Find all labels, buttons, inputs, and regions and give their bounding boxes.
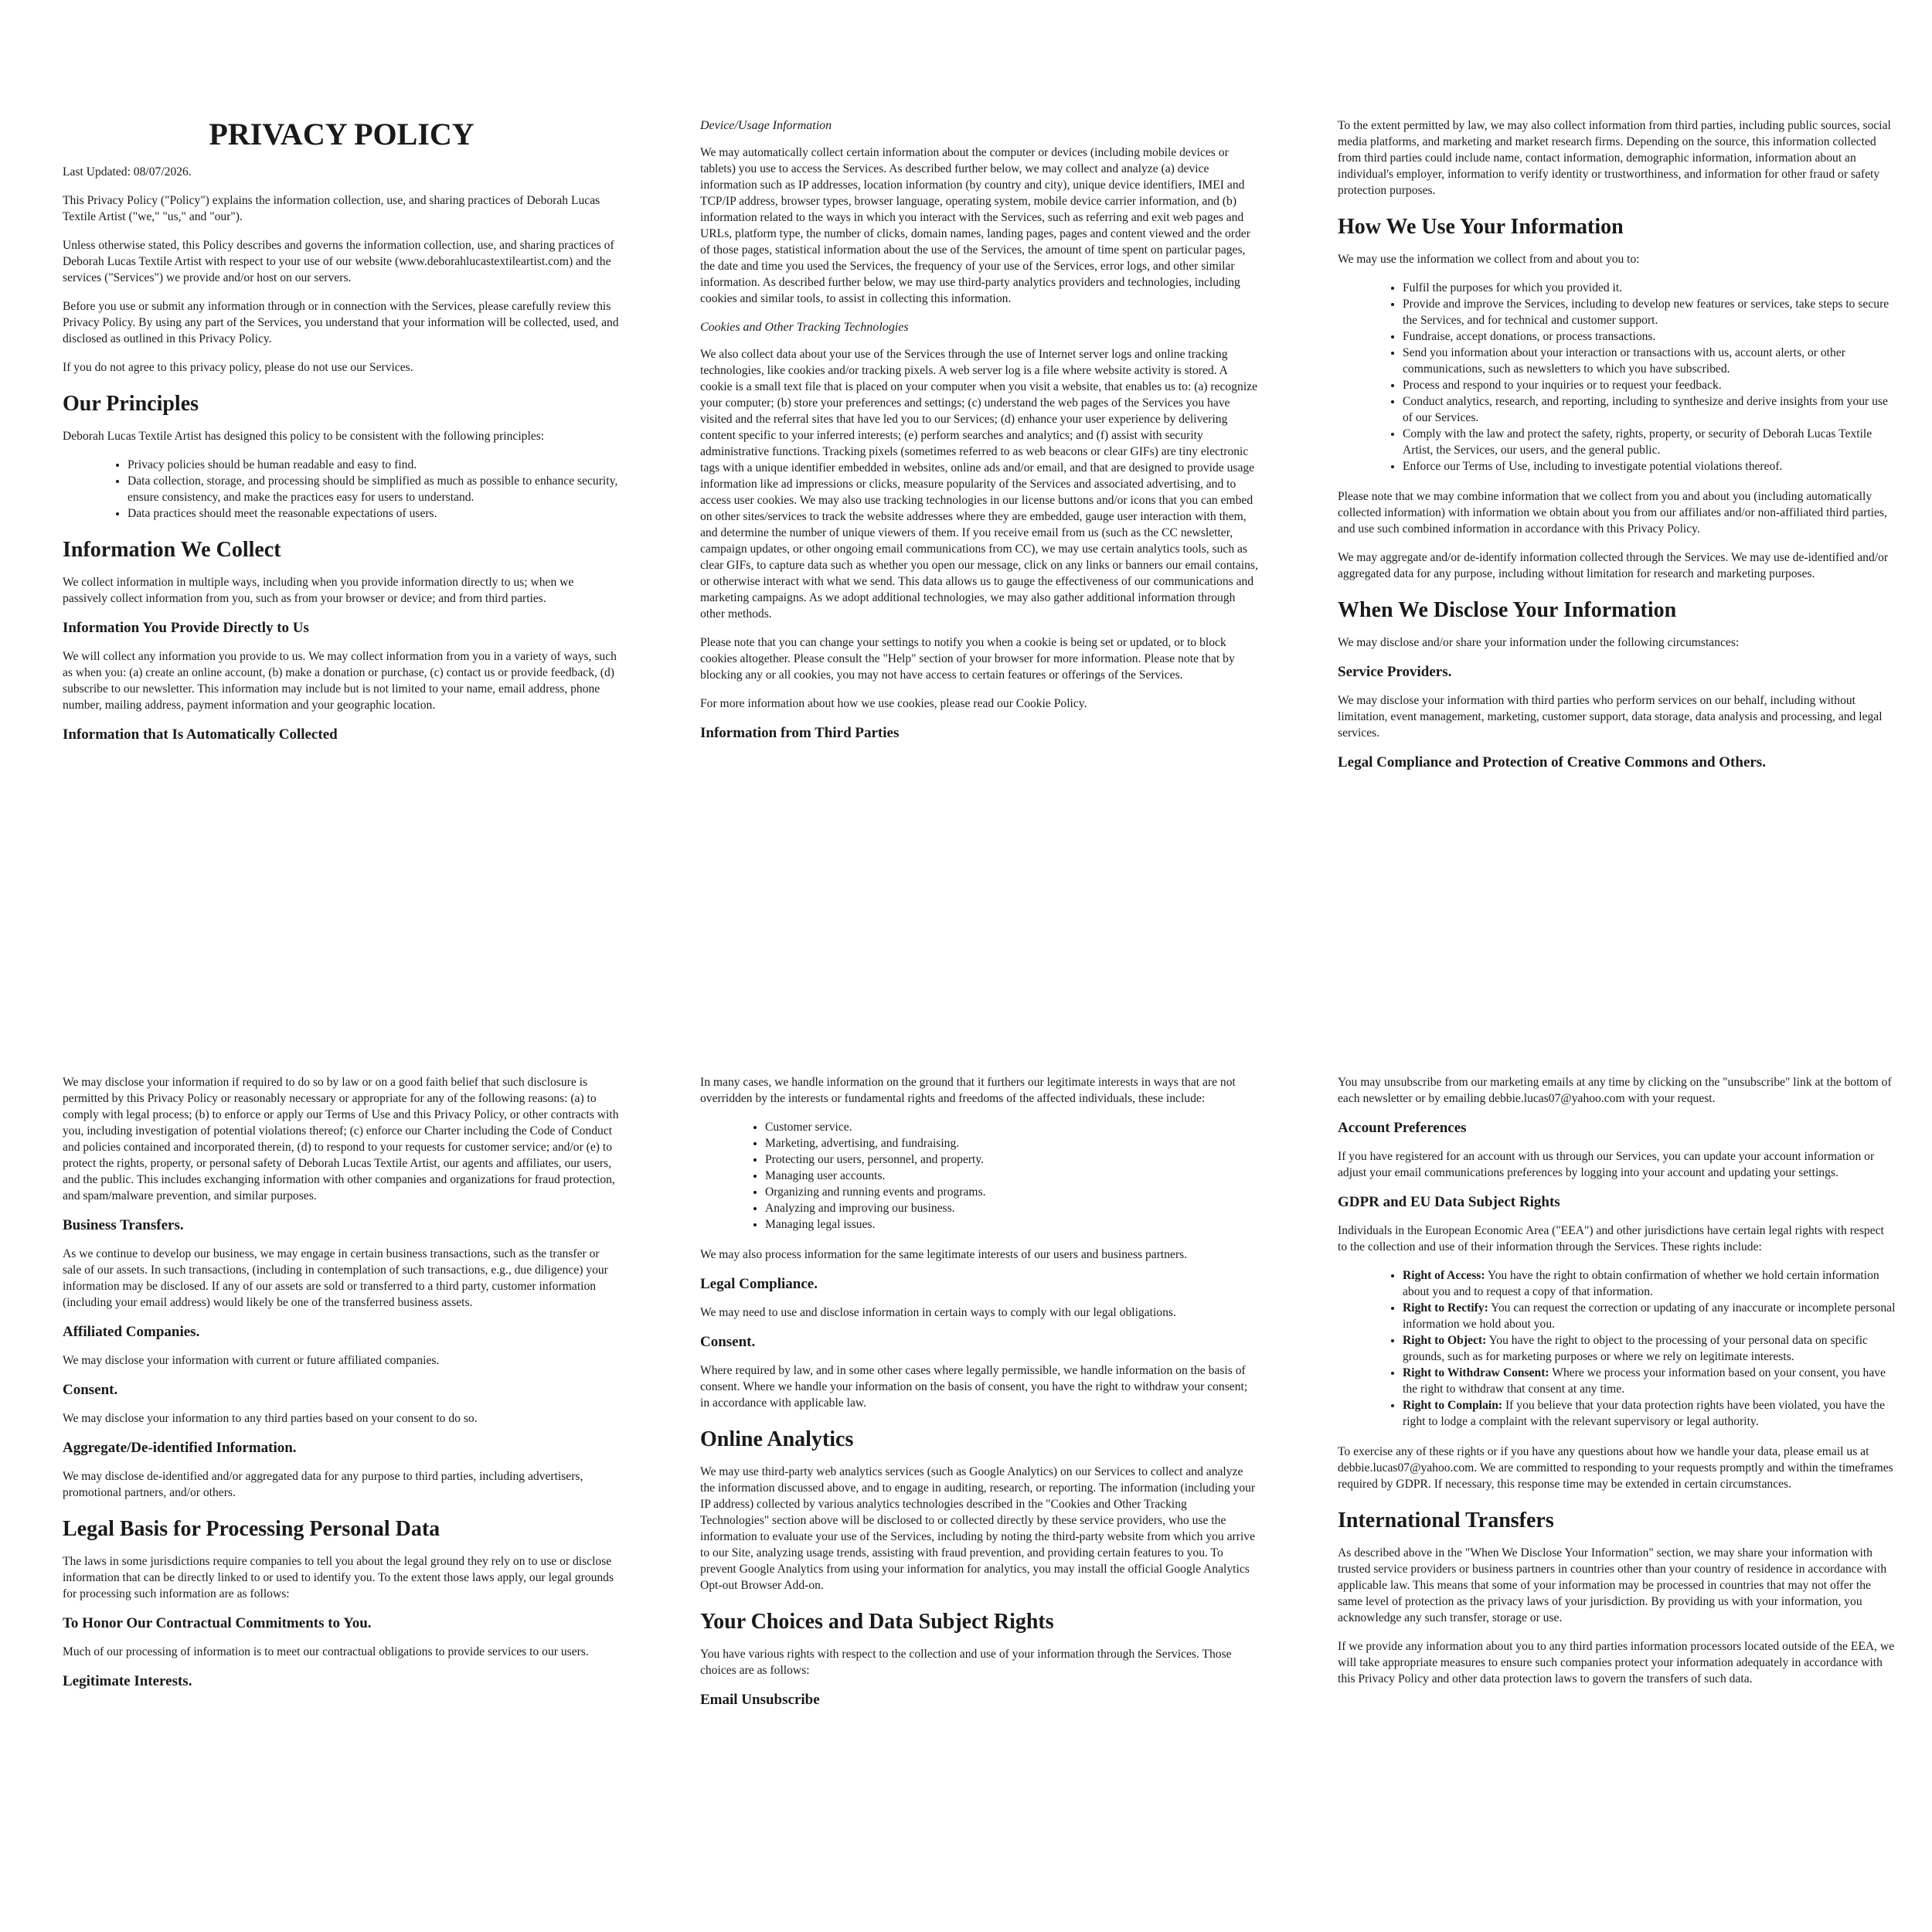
subheading-business: Business Transfers. [63,1217,184,1233]
right-label: Right to Withdraw Consent: [1403,1366,1549,1379]
disclose-intro: We may disclose and/or share your information under the following circumstances: [1338,636,1740,649]
page-6 [1338,1074,1896,1699]
subheading-compliance: Legal Compliance. [700,1276,818,1292]
list-item [1403,1365,1896,1397]
list-item: • Managing user accounts. [765,1168,1258,1184]
page-3 [1338,117,1896,783]
subheading-legal: Legal Compliance and Protection of Creative Commons and Others. [1338,754,1766,770]
intro-paragraph: If you do not agree to this privacy policy, please do not use our Services. [63,361,413,374]
consent-paragraph: We may disclose your information to any third parties based on your consent to do so. [63,1412,478,1425]
direct-paragraph: We will collect any information you provide to us. We may collect information from you in a variety of ways, such as when you: (a) create an online account, (b) make a donation or purchase, (c) contact us or provide feedback, (d) subscribe to our newsletter. This information may include but is not limited to your name, email address, phone number, mailing address, payment information and your geographic location. [63,650,617,712]
subheading-third-parties: Information from Third Parties [700,725,900,741]
affiliated-paragraph: We may disclose your information with current or future affiliated companies. [63,1354,440,1367]
subheading-unsubscribe: Email Unsubscribe [700,1692,820,1708]
section-heading-legal-basis: Legal Basis for Processing Personal Data [63,1517,440,1541]
list-item [1403,1332,1896,1365]
rights-list [1338,1267,1896,1430]
intro-paragraph: Before you use or submit any information through or in connection with the Services, please carefully review this Privacy Policy. By using any part of the Services, you understand that your information will be collected, used, and disclosed as outlined in this Privacy Policy. [63,300,619,345]
collect-intro: We collect information in multiple ways, including when you provide information directly to us; when we passively collect information from you, such as from your browser or device; and from third parties. [63,576,574,605]
page-4 [63,1074,621,1702]
subheading-consent: Consent. [700,1334,756,1350]
right-text: Where we process your information based on your consent, you have the right to withdraw that consent at any time. [1403,1366,1886,1396]
list-item: • Organizing and running events and programs. [765,1184,1258,1200]
section-heading-analytics: Online Analytics [700,1427,854,1451]
use-list [1338,280,1896,474]
unsubscribe-paragraph: You may unsubscribe from our marketing emails at any time by clicking on the "unsubscribe" link at the bottom of each newsletter or by emailing debbie.lucas07@yahoo.com with your request. [1338,1076,1892,1105]
legitimate-more-paragraph: We may also process information for the same legitimate interests of our users and business partners. [700,1248,1188,1261]
subheading-auto: Information that Is Automatically Collected [63,726,338,743]
subheading-affiliated: Affiliated Companies. [63,1324,200,1340]
analytics-paragraph: We may use third-party web analytics services (such as Google Analytics) on our Services to collect and analyze the information discussed above, and to engage in auditing, research, or reporting. The information (including your IP address) collected by various analytics technologies described in the "Cookies and Other Tracking Technologies" section above will be disclosed to or collected directly by these service providers, who use the information to evaluate your use of the Services, including by noting the third-party website from which you arrive to our Site, analyzing usage trends, assisting with fraud prevention, and providing certain features to you. To prevent Google Analytics from using your information for analytics, you may install the official Google Analytics Opt-out Browser Add-on. [700,1465,1256,1592]
list-item: • Analyzing and improving our business. [765,1200,1258,1216]
list-item: • Send you information about your interaction or transactions with us, account alerts, or other communications, such as newsletters to which you have subscribed. [1403,345,1896,377]
gdpr-paragraph: Individuals in the European Economic Area ("EEA") and other jurisdictions have certain legal rights with respect to the collection and use of their information through the Services. These rights include: [1338,1224,1884,1253]
section-heading-principles: Our Principles [63,392,199,416]
cookies-more-paragraph: For more information about how we use cookies, please read our Cookie Policy. [700,697,1087,710]
right-label: Right to Object: [1403,1334,1487,1347]
list-item: • Process and respond to your inquiries or to request your feedback. [1403,377,1896,393]
subheading-account: Account Preferences [1338,1120,1467,1136]
legal-paragraph: We may disclose your information if required to do so by law or on a good faith belief that such disclosure is permitted by this Privacy Policy or reasonably necessary or appropriate for any of the following reasons: (a) to comply with legal process; (b) to enforce or apply our Terms of Use and this Privacy Policy, or other contracts with you, including investigation of potential violations thereof; (c) enforce our Charter including the Code of Conduct and policies contained and incorporated therein, (d) to respond to your requests for customer service; and/or (e) to protect the rights, property, or personal safety of Deborah Lucas Textile Artist, our agents and affiliates, our users, and the public. This includes exchanging information with other companies and organizations for fraud protection, and spam/malware prevention, and similar purposes. [63,1076,619,1202]
aggregate-paragraph: We may disclose de-identified and/or aggregated data for any purpose to third parties, including advertisers, promotional partners, and/or others. [63,1470,583,1499]
consent-paragraph: Where required by law, and in some other cases where legally permissible, we handle information on the basis of consent. Where we handle your information on the basis of consent, you have the right to withdraw your consent; in accordance with applicable law. [700,1364,1248,1410]
list-item: • Conduct analytics, research, and reporting, including to synthesize and derive insights from your use of our Services. [1403,393,1896,426]
subheading-gdpr: GDPR and EU Data Subject Rights [1338,1194,1560,1210]
right-label: Right to Complain: [1403,1399,1503,1412]
subheading-providers: Service Providers. [1338,664,1452,680]
right-label: Right of Access: [1403,1269,1485,1282]
policy-title: PRIVACY POLICY [209,117,474,151]
compliance-paragraph: We may need to use and disclose information in certain ways to comply with our legal obligations. [700,1306,1176,1319]
page-2 [700,117,1258,753]
business-paragraph: As we continue to develop our business, we may engage in certain business transactions, such as the transfer or sale of our assets. In such transactions, (including in contemplation of such transactions, e.g., due diligence) your information may be disclosed. If any of our assets are sold or transferred to a third party, customer information (including your email address) would likely be one of the transferred business assets. [63,1247,608,1309]
device-paragraph: We may automatically collect certain information about the computer or devices (including mobile devices or tablets) you use to access the Services. As described further below, we may collect and analyze (a) device information such as IP addresses, location information (by country and city), unique device identifiers, IMEI and TCP/IP address, browser types, browser language, operating system, mobile device carrier information, and (b) information related to the ways in which you interact with the Services, such as referring and exit web pages and URLs, platform type, the number of clicks, domain names, landing pages, pages and content viewed and the order of those pages, statistical information about the use of the Services, the amount of time spent on particular pages, the date and time you used the Services, the frequency of your use of the Services, error logs, and other similar information. As described further below, we may use third-party analytics providers and technologies, including cookies and similar tools, to assist in collecting this information. [700,146,1250,305]
section-heading-use: How We Use Your Information [1338,215,1624,239]
subheading-device: Device/Usage Information [700,119,832,132]
right-text: You have the right to obtain confirmation of whether we hold certain information about you and to request a copy of that information. [1403,1269,1879,1298]
last-updated: Last Updated: 08/07/2026. [63,165,192,179]
legitimate-list [700,1119,1258,1233]
list-item: • Protecting our users, personnel, and property. [765,1151,1258,1168]
right-label: Right to Rectify: [1403,1301,1488,1315]
choices-paragraph: You have various rights with respect to the collection and use of your information through the Services. Those choices are as follows: [700,1648,1232,1677]
cookies-paragraph: We also collect data about your use of the Services through the use of Internet server logs and online tracking technologies, like cookies and/or tracking pixels. A web server log is a file where website activity is stored. A cookie is a small text file that is placed on your computer when you visit a website, that enables us to: (a) recognize your computer; (b) store your preferences and settings; (c) understand the web pages of the Services you have visited and the referral sites that have led you to our Services; (d) enhance your user experience by delivering content specific to your inferred interests; (e) perform searches and analytics; and (f) assist with security administrative functions. Tracking pixels (sometimes referred to as web beacons or clear GIFs) are tiny electronic tags with a unique identifier embedded in websites, online ads and/or email, and that are designed to provide usage information like ad impressions or clicks, measure popularity of the Services and associated advertising, and to access user cookies. We may also use tracking technologies in our license buttons and/or icons that you can embed on other sites/services to track the website addresses where they are embedded, gauge user interaction with them, and determine the number of unique viewers of them. If you receive email from us (such as the CC newsletter, campaign updates, or other ongoing email communications from CC), we may use certain analytics tools, such as clear GIFs, to capture data such as whether you open our message, click on any links or banners our email contains, or otherwise interact with what we send. This data allows us to gauge the effectiveness of our communications and marketing campaigns. As we adopt additional technologies, we may also gather additional information through other methods. [700,348,1258,621]
list-item [1403,1300,1896,1332]
intro-paragraph: Unless otherwise stated, this Policy describes and governs the information collection, use, and sharing practices of Deborah Lucas Textile Artist with respect to your use of our website (www.deborahlucastextileartist.com) and the services ("Services") we provide and/or host on our servers. [63,239,614,284]
list-item: • Privacy policies should be human readable and easy to find. [128,457,621,473]
third-parties-paragraph: To the extent permitted by law, we may also collect information from third parties, including public sources, social media platforms, and marketing and market research firms. Depending on the source, this information collected from third parties could include name, contact information, demographic information, information about an individual's employer, information to verify identity or trustworthiness, and information for other fraud or safety protection purposes. [1338,119,1891,197]
subheading-consent: Consent. [63,1382,118,1398]
providers-paragraph: We may disclose your information with third parties who perform services on our behalf, including without limitation, event management, marketing, customer support, data storage, data analysis and processing, and legal services. [1338,694,1883,740]
subheading-legitimate: Legitimate Interests. [63,1673,192,1689]
list-item: • Marketing, advertising, and fundraising. [765,1135,1258,1151]
subheading-aggregate: Aggregate/De-identified Information. [63,1440,297,1456]
subheading-direct: Information You Provide Directly to Us [63,620,309,636]
list-item: • Enforce our Terms of Use, including to investigate potential violations thereof. [1403,458,1896,474]
list-item: • Managing legal issues. [765,1216,1258,1233]
legitimate-paragraph: In many cases, we handle information on the ground that it furthers our legitimate interests in ways that are not overridden by the interests or fundamental rights and freedoms of the affected individuals, these include: [700,1076,1236,1105]
list-item: • Fulfil the purposes for which you provided it. [1403,280,1896,296]
subheading-cookies: Cookies and Other Tracking Technologies [700,321,909,334]
section-heading-choices: Your Choices and Data Subject Rights [700,1610,1054,1634]
right-text: You can request the correction or updating of any inaccurate or incomplete personal information we hold about you. [1403,1301,1896,1331]
contract-paragraph: Much of our processing of information is to meet our contractual obligations to provide services to our users. [63,1645,589,1658]
international-paragraph: If we provide any information about you to any third parties information processors located outside of the EEA, we will take appropriate measures to ensure such companies protect your information adequately in accordance with this Privacy Policy and other data protection laws to govern the transfers of such data. [1338,1640,1895,1685]
section-heading-international: International Transfers [1338,1509,1554,1532]
international-paragraph: As described above in the "When We Disclose Your Information" section, we may share your information with trusted service providers or business partners in countries other than your country of residence in accordance with applicable law. This means that some of your information may be processed in countries that may not offer the same level of protection as the privacy laws of your jurisdiction. By providing us with your information, you acknowledge any such transfer, storage or use. [1338,1546,1887,1624]
page-1 [63,116,621,755]
cookies-settings-paragraph: Please note that you can change your settings to notify you when a cookie is being set or updated, or to block cookies altogether. Please consult the "Help" section of your browser for more information. Please note that by blocking any or all cookies, you may not have access to certain features or offerings of the Services. [700,636,1235,682]
right-text: If you believe that your data protection rights have been violated, you have the right to lodge a complaint with the relevant supervisory or legal authority. [1403,1399,1886,1428]
list-item [1403,1397,1896,1430]
page-5 [700,1074,1258,1720]
principles-list [63,457,621,522]
exercise-paragraph: To exercise any of these rights or if you have any questions about how we handle your data, please email us at debbie.lucas07@yahoo.com. We are committed to responding to your requests promptly and within the timeframes required by GDPR. If necessary, this response time may be extended in certain circumstances. [1338,1445,1893,1491]
intro-paragraph: This Privacy Policy ("Policy") explains the information collection, use, and sharing practices of Deborah Lucas Textile Artist ("we," "us," and "our"). [63,194,600,223]
section-heading-disclose: When We Disclose Your Information [1338,598,1677,622]
principles-intro: Deborah Lucas Textile Artist has designed this policy to be consistent with the following principles: [63,430,545,443]
subheading-contract: To Honor Our Contractual Commitments to You. [63,1615,372,1631]
combine-paragraph: Please note that we may combine information that we collect from you and about you (including automatically collected information) with information we obtain about you from our affiliates and/or non-affiliated third parties, and use such combined information in accordance with this Privacy Policy. [1338,490,1887,536]
list-item: • Fundraise, accept donations, or process transactions. [1403,328,1896,345]
list-item: • Provide and improve the Services, including to develop new features or services, take steps to secure the Services, and for technical and customer support. [1403,296,1896,328]
use-intro: We may use the information we collect from and about you to: [1338,253,1640,266]
basis-paragraph: The laws in some jurisdictions require companies to tell you about the legal ground they rely on to use or disclose information that can be directly linked to or used to identify you. To the extent those laws apply, our legal grounds for processing such information are as follows: [63,1555,614,1600]
list-item: • Customer service. [765,1119,1258,1135]
list-item: • Data collection, storage, and processing should be simplified as much as possible to enhance security, ensure consistency, and make the practices easy for users to understand. [128,473,621,505]
section-heading-collect: Information We Collect [63,538,281,562]
account-paragraph: If you have registered for an account with us through our Services, you can update your account information or adjust your email communications preferences by logging into your account and updating your settings. [1338,1150,1875,1179]
list-item [1403,1267,1896,1300]
list-item: • Comply with the law and protect the safety, rights, property, or security of Deborah Lucas Textile Artist, the Services, our users, and the general public. [1403,426,1896,458]
right-text: You have the right to object to the processing of your personal data on specific grounds, such as for marketing purposes or where we rely on legitimate interests. [1403,1334,1868,1363]
list-item: • Data practices should meet the reasonable expectations of users. [128,505,621,522]
aggregate-paragraph: We may aggregate and/or de-identify information collected through the Services. We may use de-identified and/or aggregated data for any purpose, including without limitation for research and marketing purposes. [1338,551,1889,580]
